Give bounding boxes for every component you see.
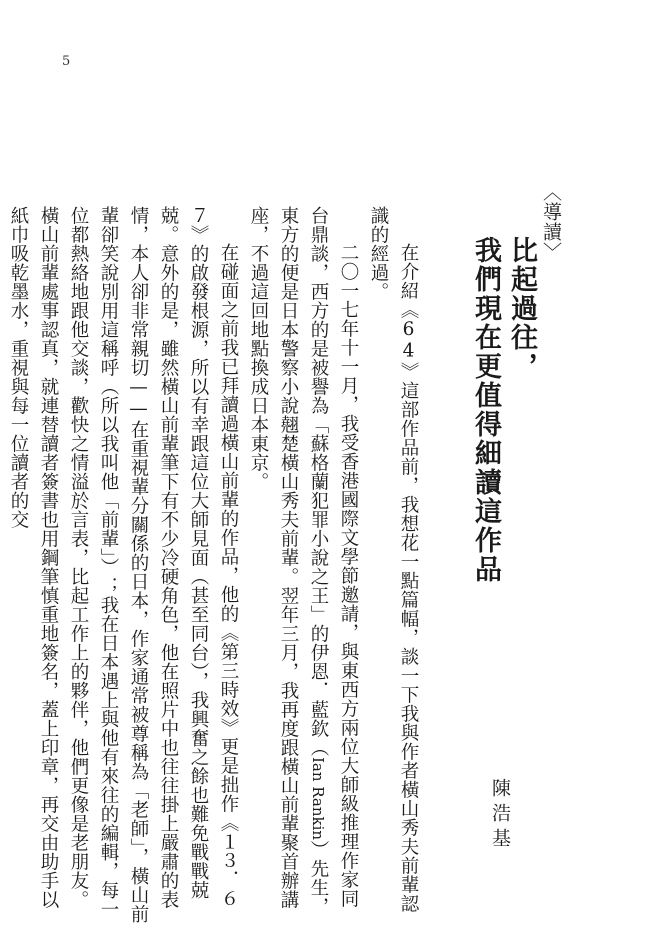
section-label: 〈導讀〉 xyxy=(540,182,562,262)
paragraph-2 xyxy=(243,206,363,926)
article-body xyxy=(3,206,423,926)
paragraph-2-latin-name: Ian Rankin xyxy=(309,757,327,841)
page-number: 5 xyxy=(62,54,71,69)
author-name: 陳浩基 xyxy=(489,778,511,853)
paragraph-1: 在介紹《64》這部作品前，我想花一點篇幅，談一下我與作者橫山秀夫前輩認識的經過。 xyxy=(368,206,419,913)
paragraph-2-part-a: 二〇一七年十一月，我受香港國際文學節邀請，與東西方兩位大師級推理作家同台鼎談，西方的是被譽為「蘇格蘭犯罪小說之王」的伊恩．藍欽（ xyxy=(308,206,359,908)
paragraph-2-part-b: ）先生，東方的便是日本警察小說翹楚橫山秀夫前輩。翌年三月，我再度跟橫山前輩聚首辦講座，不過這回地點換成日本東京。 xyxy=(248,206,329,917)
article-title-line-1: 比起過往， xyxy=(506,236,537,381)
paragraph-3: 在碰面之前我已拜讀過橫山前輩的作品，他的《第三時效》更是拙作《１３．６７》的啟發根源，所以有幸跟這位大師見面（甚至同台），我興奮之餘也難免戰戰兢兢。意外的是，雖然橫山前輩筆下有不少冷硬角色，他在照片中也往往掛上嚴肅的表情，本人卻非常親切——在重視輩分關係的日本，作家通常被尊稱為「老師」，橫山前輩卻笑說別用這稱呼（所以我叫他「前輩」）；我在日本遇上與他有來往的編輯，每一位都熱絡地跟他交談，歡快之情溢於言表，比起工作上的夥伴，他們更像是老朋友。橫山前輩處事認真，就連替讀者簽書也用鋼筆慎重地簽名，蓋上印章，再交由助手以紙巾吸乾墨水，重視與每一位讀者的交 xyxy=(8,206,239,924)
article-title-line-2: 我們現在更值得細讀這作品 xyxy=(470,236,501,584)
